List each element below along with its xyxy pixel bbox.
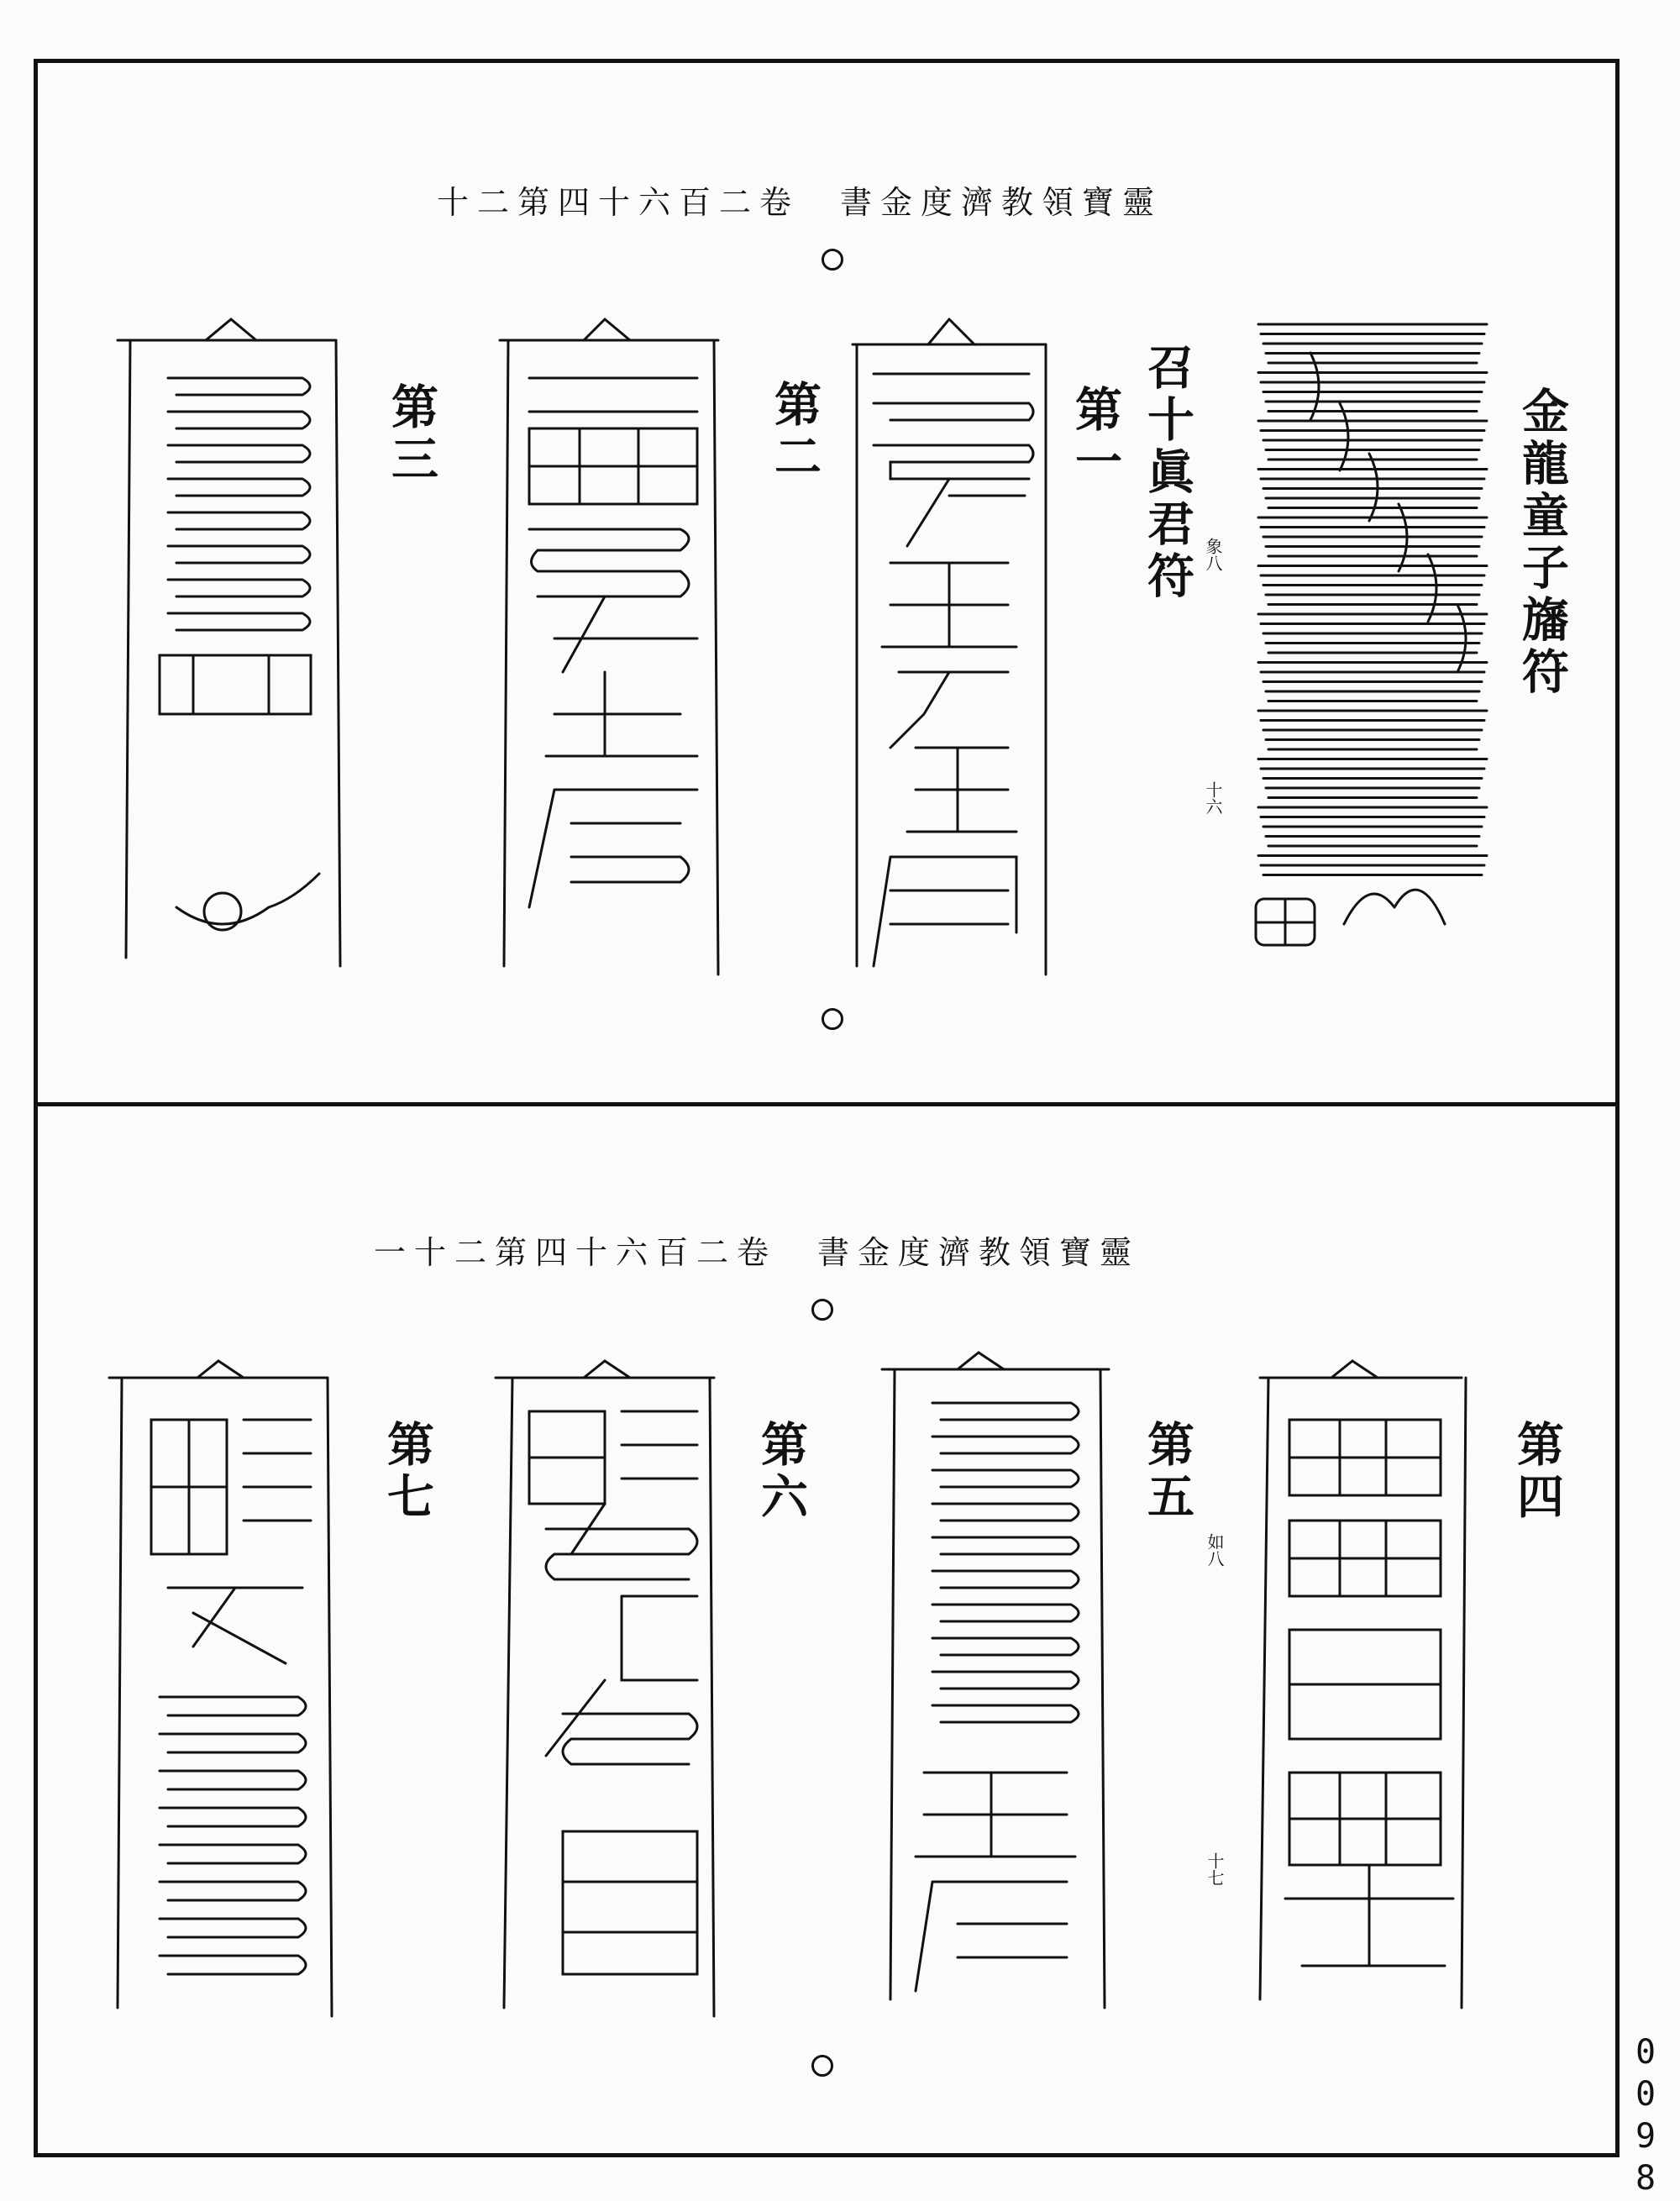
- top-side-note-2: 十六: [1203, 781, 1223, 815]
- talisman-4: [1252, 1361, 1478, 2016]
- talisman-6: [487, 1361, 731, 2016]
- label-sixth: 第六: [753, 1420, 809, 1524]
- label-first: 第一: [1068, 385, 1123, 489]
- label-fifth: 第五: [1140, 1420, 1195, 1524]
- label-third: 第三: [384, 382, 439, 486]
- label-fourth: 第四: [1509, 1420, 1565, 1524]
- page-number: 0098: [1626, 2033, 1665, 2201]
- talisman-1: [840, 311, 1067, 974]
- bottom-header: 一十二第四十六百二卷 書金度濟教領寶靈: [374, 1234, 1141, 1271]
- talisman-2: [487, 319, 739, 974]
- title-summon-ten-lords: 召十眞君符: [1140, 343, 1195, 603]
- binding-hole-top-2: [822, 1008, 843, 1030]
- binding-hole-bottom-1: [811, 1299, 833, 1321]
- label-seventh: 第七: [380, 1420, 435, 1524]
- banner-talisman: [1252, 319, 1504, 958]
- bottom-side-note-1: 如八: [1205, 1533, 1225, 1567]
- talisman-3: [109, 319, 361, 974]
- top-side-note-1: 象八: [1203, 538, 1223, 571]
- top-header: 十二第四十六百二卷 書金度濟教領寶靈: [437, 184, 1163, 221]
- label-second: 第二: [767, 380, 822, 484]
- talisman-7: [101, 1361, 344, 2016]
- binding-hole-top-1: [822, 249, 843, 271]
- binding-hole-bottom-2: [811, 2055, 833, 2077]
- talisman-5: [874, 1353, 1117, 2016]
- bottom-side-note-2: 十七: [1205, 1852, 1225, 1886]
- title-golden-dragon-talisman: 金龍童子旛符: [1515, 386, 1570, 699]
- panel-divider: [34, 1102, 1620, 1106]
